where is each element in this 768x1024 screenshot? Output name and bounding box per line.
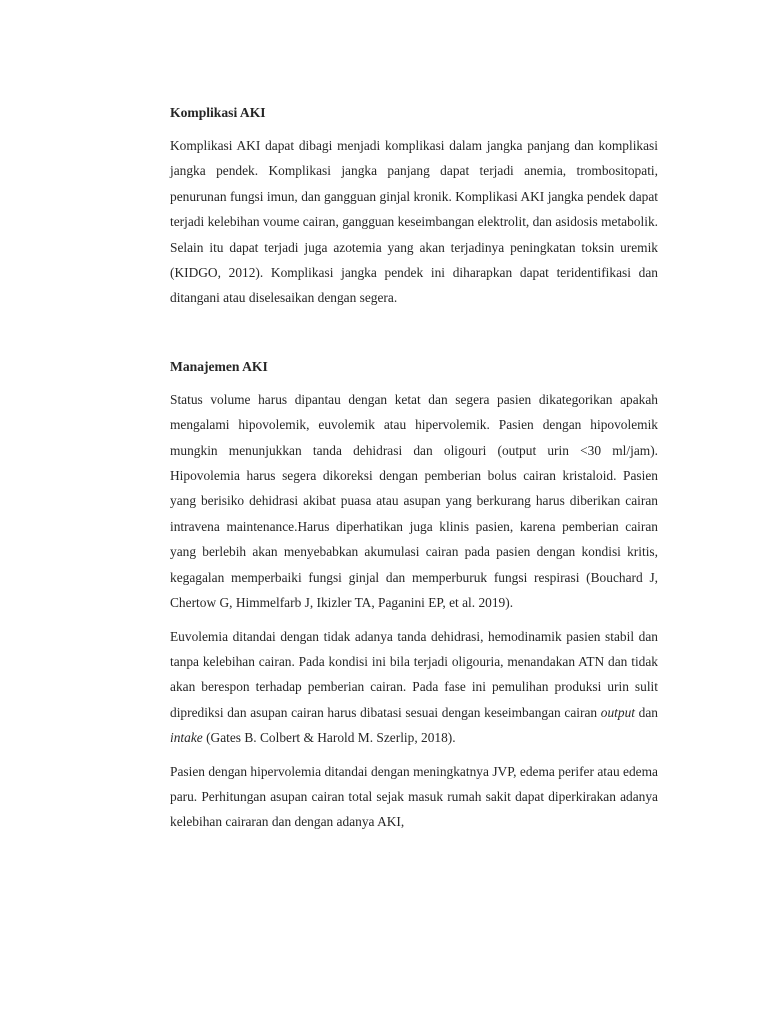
paragraph-euvolemia-text-2: dan [635, 704, 658, 720]
italic-output: output [600, 704, 635, 720]
italic-intake: intake [170, 730, 203, 746]
paragraph-euvolemia-text-1: Euvolemia ditandai dengan tidak adanya tanda dehidrasi, hemodinamik pasien stabil dan tanpa kelebihan cairan. Pada kondisi ini bila terjadi oligouria, menandakan ATN dan tidak akan berespon terhadap pemberian cairan. Pada fase ini pemulihan produksi urin sulit diprediksi dan asupan cairan harus dibatasi sesuai dengan keseimbangan cairan [170, 628, 658, 720]
heading-komplikasi: Komplikasi AKI [170, 105, 266, 120]
paragraph-hipervolemia: Pasien dengan hipervolemia ditandai dengan meningkatnya JVP, edema perifer atau edema paru. Perhitungan asupan cairan total sejak masuk rumah sakit dapat diperkirakan adanya kelebihan cairaran dan dengan adanya AKI, [170, 763, 658, 830]
paragraph-euvolemia-text-3: (Gates B. Colbert & Harold M. Szerlip, 2018). [202, 730, 456, 746]
document-body [170, 100, 658, 843]
paragraph-komplikasi: Komplikasi AKI dapat dibagi menjadi komplikasi dalam jangka panjang dan komplikasi jangka pendek. Komplikasi jangka panjang dapat terjadi anemia, trombositopati, penurunan fungsi imun, dan gangguan ginjal kronik. Komplikasi AKI jangka pendek dapat terjadi kelebihan voume cairan, gangguan keseimbangan elektrolit, dan asidosis metabolik. Selain itu dapat terjadi juga azotemia yang akan terjadinya peningkatan toksin uremik (KIDGO, 2012). Komplikasi jangka pendek ini diharapkan dapat teridentifikasi dan ditangani atau diselesaikan dengan segera. [170, 138, 658, 306]
paragraph-status-volume: Status volume harus dipantau dengan ketat dan segera pasien dikategorikan apakah mengalami hipovolemik, euvolemik atau hipervolemik. Pasien dengan hipovolemik mungkin menunjukkan tanda dehidrasi dan oligouri (output urin <30 ml/jam). Hipovolemia harus segera dikoreksi dengan pemberian bolus cairan kristaloid. Pasien yang berisiko dehidrasi akibat puasa atau asupan yang berkurang harus diberikan cairan intravena maintenance.Harus diperhatikan juga klinis pasien, karena pemberian cairan yang berlebih akan menyebabkan akumulasi cairan pada pasien dengan kondisi kritis, kegagalan memperbaiki fungsi ginjal dan memperburuk fungsi respirasi (Bouchard J, Chertow G, Himmelfarb J, Ikizler TA, Paganini EP, et al. 2019). [170, 391, 658, 611]
paragraph-euvolemia [170, 624, 658, 751]
heading-manajemen: Manajemen AKI [170, 358, 268, 374]
